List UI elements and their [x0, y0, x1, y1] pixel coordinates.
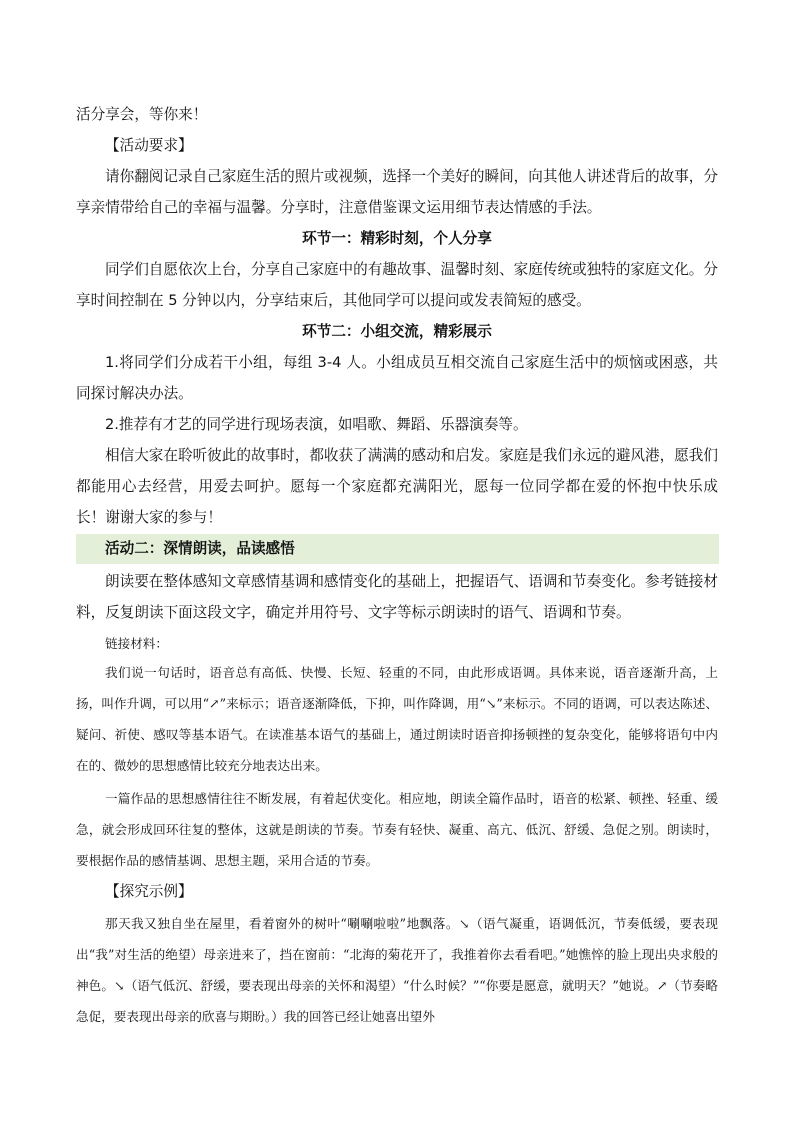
closing-text: 相信大家在聆听彼此的故事时，都收获了满满的感动和启发。家庭是我们永远的避风港，愿我们都能用心去经营，用爱去呵护。愿每一个家庭都充满阳光，愿每一位同学都在爱的怀抱中快乐成长！谢谢大家的参与！ [76, 447, 718, 526]
link-paragraph-2: 一篇作品的思想感情往往不断发展，有着起伏变化。相应地，朗读全篇作品时，语音的松紧、顿挫、轻重、缓急，就会形成回环往复的整体，这就是朗读的节奏。节奏有轻快、凝重、高亢、低沉、舒缓、急促之别。朗读时，要根据作品的感情基调、思想主题，采用合适的节奏。 [76, 791, 718, 868]
link-paragraph-1: 我们说一句话时，语音总有高低、快慢、长短、轻重的不同，由此形成语调。具体来说，语音逐渐升高，上扬，叫作升调，可以用“↗”来标示；语音逐渐降低，下抑，叫作降调，用“↘”来标示。不同的语调，可以表达陈述、疑问、祈使、感叹等基本语气。在读准基本语气的基础上，通过朗读时语音抑扬顿挫的复杂变化，能够将语句中内在的、微妙的思想感情比较充分地表达出来。 [76, 665, 718, 773]
activity2-title-banner: 活动二：深情朗读，品读感悟 [76, 534, 719, 564]
step1-title: 环节一：精彩时刻，个人分享 [302, 230, 492, 247]
intro-tail: 活分享会，等你来！ [76, 106, 208, 123]
requirement-text: 请你翻阅记录自己家庭生活的照片或视频，选择一个美好的瞬间，向其他人讲述背后的故事，分享亲情带给自己的幸福与温馨。分享时，注意借鉴课文运用细节表达情感的手法。 [76, 168, 718, 216]
example-text: 那天我又独自坐在屋里，看着窗外的树叶“唰唰啦啦”地飘落。↘（语气凝重，语调低沉，节奏低缓，要表现出“我”对生活的绝望）母亲进来了，挡在窗前：“北海的菊花开了，我推着你去看看吧。”她憔悴的脸上现出央求般的神色。↘（语气低沉、舒缓，要表现出母亲的关怀和渴望）“什么时候？”“你要是愿意，就明天？”她说。↗（节奏略急促，要表现出母亲的欣喜与期盼。）我的回答已经让她喜出望外 [76, 916, 718, 1024]
step2-item1: 1.将同学们分成若干小组，每组 3-4 人。小组成员互相交流自己家庭生活中的烦恼或困惑，共同探讨解决办法。 [76, 354, 718, 402]
requirement-heading: 【活动要求】 [105, 137, 193, 154]
step2-item2: 2.推荐有才艺的同学进行现场表演，如唱歌、舞蹈、乐器演奏等。 [105, 416, 528, 433]
activity2-text: 朗读要在整体感知文章感情基调和感情变化的基础上，把握语气、语调和节奏变化。参考链接材料，反复朗读下面这段文字，确定并用符号、文字等标示朗读时的语气、语调和节奏。 [76, 573, 718, 621]
link-label: 链接材料： [105, 636, 168, 651]
example-heading: 【探究示例】 [105, 883, 193, 900]
step2-title: 环节二：小组交流，精彩展示 [302, 323, 492, 340]
step1-text: 同学们自愿依次上台，分享自己家庭中的有趣故事、温馨时刻、家庭传统或独特的家庭文化。分享时间控制在 5 分钟以内，分享结束后，其他同学可以提问或发表简短的感受。 [76, 261, 718, 309]
